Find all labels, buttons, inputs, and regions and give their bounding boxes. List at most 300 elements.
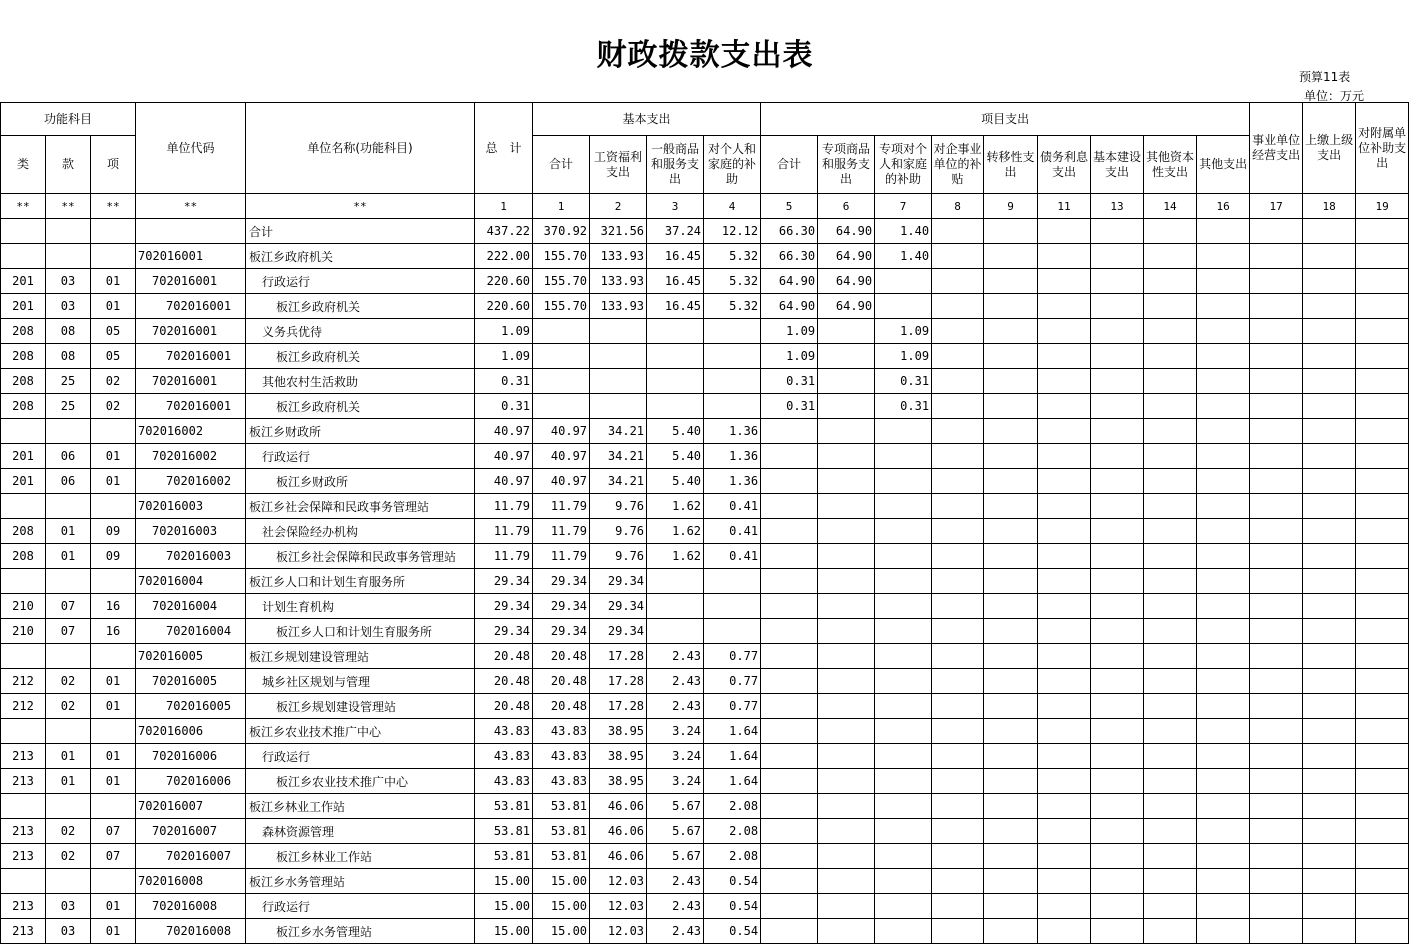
cell-value: 15.00 (475, 869, 533, 894)
cell-value (1144, 319, 1197, 344)
cell-value (1197, 694, 1250, 719)
cell-value: 2.43 (647, 694, 704, 719)
cell-value (818, 869, 875, 894)
cell-unit-code (136, 219, 246, 244)
cell-value (761, 494, 818, 519)
cell-value (1356, 444, 1409, 469)
cell-lei (1, 219, 46, 244)
cell-value: 12.03 (590, 869, 647, 894)
cell-value: 46.06 (590, 794, 647, 819)
cell-value (1356, 919, 1409, 944)
cell-value (984, 619, 1038, 644)
cell-value: 43.83 (475, 719, 533, 744)
cell-value (818, 319, 875, 344)
cell-value: 46.06 (590, 844, 647, 869)
cell-value (1356, 644, 1409, 669)
index-cell: 17 (1250, 194, 1303, 219)
cell-value (1038, 644, 1091, 669)
cell-value: 155.70 (533, 244, 590, 269)
cell-value: 20.48 (475, 669, 533, 694)
cell-xiang: 01 (91, 469, 136, 494)
cell-value (1038, 919, 1091, 944)
cell-lei (1, 719, 46, 744)
table-row (1, 269, 1409, 294)
cell-unit-name: 行政运行 (246, 744, 475, 769)
cell-value (1144, 769, 1197, 794)
cell-kuan: 08 (46, 319, 91, 344)
cell-value (932, 919, 984, 944)
cell-value (1250, 819, 1303, 844)
cell-value (1303, 669, 1356, 694)
cell-value (984, 269, 1038, 294)
cell-value (590, 369, 647, 394)
cell-kuan: 07 (46, 594, 91, 619)
cell-value (1144, 269, 1197, 294)
cell-kuan: 06 (46, 444, 91, 469)
index-cell: 5 (761, 194, 818, 219)
cell-xiang: 09 (91, 519, 136, 544)
cell-value (932, 819, 984, 844)
cell-value: 5.40 (647, 469, 704, 494)
cell-value (1303, 719, 1356, 744)
index-cell: 4 (704, 194, 761, 219)
cell-value (1356, 394, 1409, 419)
cell-unit-code: 702016004 (136, 569, 246, 594)
cell-value (932, 244, 984, 269)
cell-value (1356, 244, 1409, 269)
cell-value: 1.09 (875, 319, 932, 344)
header-total: 总 计 (475, 103, 533, 194)
cell-value (1250, 494, 1303, 519)
cell-value (1197, 444, 1250, 469)
cell-value (1197, 494, 1250, 519)
cell-value (704, 619, 761, 644)
cell-xiang: 07 (91, 819, 136, 844)
cell-lei: 201 (1, 269, 46, 294)
cell-value (1197, 819, 1250, 844)
cell-unit-code: 702016008 (136, 894, 246, 919)
cell-value (1038, 219, 1091, 244)
cell-value (932, 894, 984, 919)
cell-value: 29.34 (533, 619, 590, 644)
cell-value (1091, 669, 1144, 694)
cell-value (1091, 319, 1144, 344)
cell-value: 38.95 (590, 719, 647, 744)
cell-value: 29.34 (590, 619, 647, 644)
cell-value (1091, 719, 1144, 744)
cell-value (1038, 294, 1091, 319)
cell-unit-code: 702016001 (136, 269, 246, 294)
cell-value (1356, 894, 1409, 919)
cell-value (1356, 319, 1409, 344)
cell-lei: 201 (1, 444, 46, 469)
cell-kuan: 01 (46, 769, 91, 794)
cell-value (932, 444, 984, 469)
cell-value: 1.62 (647, 544, 704, 569)
cell-unit-code: 702016002 (136, 419, 246, 444)
cell-unit-name: 板江乡政府机关 (246, 294, 475, 319)
cell-value (590, 344, 647, 369)
cell-value (875, 519, 932, 544)
cell-value: 20.48 (475, 644, 533, 669)
header-unit-name: 单位名称(功能科目) (246, 103, 475, 194)
cell-value (1303, 819, 1356, 844)
cell-kuan (46, 419, 91, 444)
cell-value: 0.77 (704, 669, 761, 694)
cell-value (818, 569, 875, 594)
cell-value: 11.79 (533, 494, 590, 519)
cell-value (984, 869, 1038, 894)
header-other-capital: 其他资本性支出 (1144, 136, 1197, 194)
cell-unit-name: 社会保险经办机构 (246, 519, 475, 544)
cell-value (1091, 344, 1144, 369)
index-cell: 16 (1197, 194, 1250, 219)
cell-value (875, 269, 932, 294)
cell-kuan (46, 494, 91, 519)
cell-value: 5.67 (647, 819, 704, 844)
cell-value (1091, 894, 1144, 919)
cell-value (1356, 294, 1409, 319)
cell-value (875, 719, 932, 744)
cell-value (1144, 219, 1197, 244)
cell-unit-name: 森林资源管理 (246, 819, 475, 844)
cell-unit-name: 板江乡规划建设管理站 (246, 644, 475, 669)
cell-value (1038, 369, 1091, 394)
cell-value: 2.08 (704, 794, 761, 819)
cell-value (1303, 794, 1356, 819)
cell-value (1038, 769, 1091, 794)
cell-value: 3.24 (647, 744, 704, 769)
cell-unit-code: 702016003 (136, 544, 246, 569)
cell-value (932, 619, 984, 644)
cell-value: 15.00 (475, 919, 533, 944)
cell-value (1144, 544, 1197, 569)
cell-value: 2.43 (647, 919, 704, 944)
cell-value: 0.31 (761, 394, 818, 419)
cell-value (1250, 244, 1303, 269)
cell-value: 12.03 (590, 894, 647, 919)
cell-value (1356, 719, 1409, 744)
cell-value (1197, 744, 1250, 769)
cell-value (1091, 769, 1144, 794)
table-row (1, 419, 1409, 444)
cell-value: 53.81 (533, 844, 590, 869)
cell-value: 53.81 (475, 844, 533, 869)
cell-kuan: 03 (46, 919, 91, 944)
cell-value (1144, 644, 1197, 669)
cell-value: 29.34 (533, 569, 590, 594)
cell-unit-code: 702016001 (136, 344, 246, 369)
cell-value (590, 319, 647, 344)
index-row (1, 194, 1409, 219)
cell-value (984, 744, 1038, 769)
table-row (1, 619, 1409, 644)
cell-value (1250, 319, 1303, 344)
cell-value (1303, 869, 1356, 894)
cell-lei (1, 869, 46, 894)
cell-value (1303, 569, 1356, 594)
cell-xiang: 02 (91, 369, 136, 394)
cell-value: 40.97 (475, 469, 533, 494)
cell-value (1038, 444, 1091, 469)
cell-value: 11.79 (533, 544, 590, 569)
cell-value (875, 544, 932, 569)
cell-value (818, 519, 875, 544)
cell-lei: 201 (1, 294, 46, 319)
table-row (1, 719, 1409, 744)
cell-xiang: 01 (91, 894, 136, 919)
cell-value (875, 294, 932, 319)
cell-value (1250, 269, 1303, 294)
header-goods: 一般商品和服务支出 (647, 136, 704, 194)
cell-value (1091, 869, 1144, 894)
table-row (1, 519, 1409, 544)
cell-value (818, 894, 875, 919)
cell-value: 3.24 (647, 769, 704, 794)
cell-value (818, 819, 875, 844)
cell-value: 40.97 (533, 469, 590, 494)
cell-lei: 208 (1, 394, 46, 419)
cell-value: 9.76 (590, 494, 647, 519)
cell-value (1356, 794, 1409, 819)
cell-value (1250, 894, 1303, 919)
cell-unit-name: 板江乡林业工作站 (246, 844, 475, 869)
header-proj-goods: 专项商品和服务支出 (818, 136, 875, 194)
table-row (1, 919, 1409, 944)
cell-lei: 213 (1, 894, 46, 919)
header-subsidiary: 对附属单位补助支出 (1356, 103, 1409, 194)
cell-value (1303, 544, 1356, 569)
cell-value (1144, 869, 1197, 894)
cell-value (1144, 894, 1197, 919)
cell-value: 222.00 (475, 244, 533, 269)
cell-value: 20.48 (475, 694, 533, 719)
cell-value (761, 444, 818, 469)
cell-value (1356, 369, 1409, 394)
cell-value: 1.36 (704, 444, 761, 469)
cell-value (818, 344, 875, 369)
cell-value (875, 419, 932, 444)
cell-value: 1.62 (647, 519, 704, 544)
cell-value (1303, 444, 1356, 469)
cell-value (1356, 744, 1409, 769)
cell-value (984, 369, 1038, 394)
table-row (1, 394, 1409, 419)
cell-value (1356, 344, 1409, 369)
cell-value (1144, 744, 1197, 769)
cell-lei (1, 244, 46, 269)
cell-value: 2.43 (647, 644, 704, 669)
cell-value (1197, 294, 1250, 319)
header-basic-total: 合计 (533, 136, 590, 194)
cell-value (1197, 244, 1250, 269)
cell-value: 15.00 (533, 919, 590, 944)
cell-value (1197, 894, 1250, 919)
cell-value (704, 569, 761, 594)
cell-value (875, 894, 932, 919)
cell-value (932, 744, 984, 769)
header-debt: 债务利息支出 (1038, 136, 1091, 194)
cell-kuan: 08 (46, 344, 91, 369)
cell-value: 321.56 (590, 219, 647, 244)
cell-value (932, 594, 984, 619)
cell-kuan: 01 (46, 544, 91, 569)
cell-value (932, 719, 984, 744)
cell-value (932, 569, 984, 594)
cell-value (1091, 444, 1144, 469)
table-row (1, 294, 1409, 319)
cell-value (1038, 594, 1091, 619)
cell-value: 0.31 (475, 394, 533, 419)
cell-value: 29.34 (475, 569, 533, 594)
cell-value (761, 819, 818, 844)
cell-kuan: 06 (46, 469, 91, 494)
cell-value: 5.32 (704, 244, 761, 269)
cell-value (1250, 644, 1303, 669)
cell-value: 46.06 (590, 819, 647, 844)
table-row (1, 744, 1409, 769)
cell-value (932, 394, 984, 419)
cell-value (1197, 644, 1250, 669)
cell-value (533, 319, 590, 344)
cell-value: 11.79 (475, 544, 533, 569)
cell-value (1144, 369, 1197, 394)
cell-value (761, 569, 818, 594)
cell-value (1303, 394, 1356, 419)
cell-unit-name: 板江乡财政所 (246, 419, 475, 444)
cell-value (932, 344, 984, 369)
cell-value (1356, 769, 1409, 794)
cell-value (1038, 494, 1091, 519)
cell-value (1197, 319, 1250, 344)
cell-value (1091, 644, 1144, 669)
cell-value (1038, 344, 1091, 369)
header-transfer: 转移性支出 (984, 136, 1038, 194)
page-title: 财政拨款支出表 (596, 38, 814, 73)
cell-value (1144, 294, 1197, 319)
cell-value (1356, 669, 1409, 694)
cell-xiang: 01 (91, 269, 136, 294)
cell-value (533, 394, 590, 419)
cell-value: 53.81 (533, 794, 590, 819)
cell-value (932, 419, 984, 444)
cell-value: 40.97 (475, 419, 533, 444)
cell-value: 38.95 (590, 769, 647, 794)
index-cell: 2 (590, 194, 647, 219)
cell-value (984, 344, 1038, 369)
cell-value: 1.40 (875, 244, 932, 269)
cell-value (704, 344, 761, 369)
cell-value (1038, 269, 1091, 294)
cell-value (761, 669, 818, 694)
cell-unit-name: 义务兵优待 (246, 319, 475, 344)
cell-xiang (91, 869, 136, 894)
cell-unit-name: 板江乡人口和计划生育服务所 (246, 619, 475, 644)
cell-value (818, 719, 875, 744)
cell-kuan: 01 (46, 744, 91, 769)
cell-unit-name: 板江乡政府机关 (246, 244, 475, 269)
cell-value (1091, 694, 1144, 719)
cell-value (1197, 419, 1250, 444)
cell-value (1303, 894, 1356, 919)
cell-unit-name: 行政运行 (246, 894, 475, 919)
cell-value (1038, 694, 1091, 719)
cell-xiang: 01 (91, 444, 136, 469)
cell-lei: 208 (1, 344, 46, 369)
cell-lei: 201 (1, 469, 46, 494)
cell-value (1303, 694, 1356, 719)
cell-value (1197, 344, 1250, 369)
cell-value: 5.40 (647, 419, 704, 444)
cell-value (1250, 444, 1303, 469)
cell-value: 5.32 (704, 294, 761, 319)
cell-value (818, 444, 875, 469)
cell-value (984, 419, 1038, 444)
cell-value (1091, 819, 1144, 844)
cell-value (818, 494, 875, 519)
cell-unit-code: 702016007 (136, 819, 246, 844)
cell-value: 15.00 (533, 869, 590, 894)
cell-value (1091, 294, 1144, 319)
table-code: 预算11表 (1299, 70, 1351, 84)
cell-value: 2.43 (647, 894, 704, 919)
cell-value: 0.41 (704, 494, 761, 519)
table-row (1, 544, 1409, 569)
cell-lei: 208 (1, 544, 46, 569)
table-row (1, 369, 1409, 394)
cell-value: 38.95 (590, 744, 647, 769)
cell-value: 34.21 (590, 469, 647, 494)
cell-value (1303, 244, 1356, 269)
cell-value: 5.67 (647, 794, 704, 819)
table-row (1, 469, 1409, 494)
cell-xiang: 01 (91, 769, 136, 794)
cell-value (875, 744, 932, 769)
cell-value (1250, 344, 1303, 369)
cell-unit-name: 板江乡林业工作站 (246, 794, 475, 819)
cell-value (1197, 619, 1250, 644)
cell-unit-code: 702016001 (136, 369, 246, 394)
cell-unit-code: 702016004 (136, 619, 246, 644)
cell-unit-name: 计划生育机构 (246, 594, 475, 619)
cell-value: 155.70 (533, 294, 590, 319)
index-cell: 7 (875, 194, 932, 219)
cell-value (1197, 794, 1250, 819)
cell-xiang: 01 (91, 744, 136, 769)
cell-lei (1, 419, 46, 444)
cell-kuan: 02 (46, 669, 91, 694)
cell-value (1091, 269, 1144, 294)
cell-value (1250, 569, 1303, 594)
cell-xiang (91, 644, 136, 669)
cell-xiang: 16 (91, 594, 136, 619)
cell-value (1038, 544, 1091, 569)
cell-value (1091, 469, 1144, 494)
cell-value (647, 319, 704, 344)
index-cell: ** (136, 194, 246, 219)
cell-value (533, 344, 590, 369)
cell-value (984, 319, 1038, 344)
cell-value (590, 394, 647, 419)
cell-value (1197, 919, 1250, 944)
cell-xiang: 01 (91, 919, 136, 944)
cell-value (647, 594, 704, 619)
cell-value: 11.79 (475, 494, 533, 519)
cell-value (533, 369, 590, 394)
cell-value: 5.32 (704, 269, 761, 294)
index-cell: ** (46, 194, 91, 219)
cell-kuan: 03 (46, 269, 91, 294)
